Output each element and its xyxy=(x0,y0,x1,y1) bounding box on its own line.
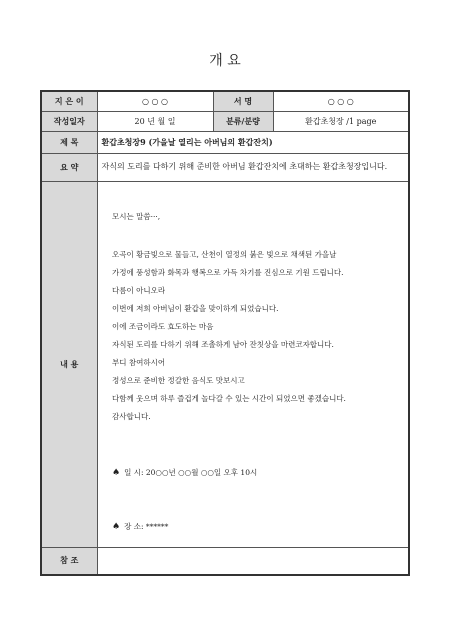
place-text: 장 소: ****** xyxy=(124,522,169,531)
content-line-8: 정성으로 준비한 정갈한 음식도 맛보시고 xyxy=(112,376,245,385)
content-line-10: 감사합니다. xyxy=(112,412,151,421)
summary-text[interactable]: 자식의 도리를 다하기 위해 준비한 아버님 환갑잔치에 초대하는 환갑초청장입니다. xyxy=(97,153,409,181)
spade-icon: ♠ xyxy=(112,468,121,478)
category-label: 분류/분량 xyxy=(213,111,273,131)
content-line-2: 가정에 풍성함과 화목과 행복으로 가득 차기를 진심으로 기원 드립니다. xyxy=(112,268,344,277)
date-label: 작성일자 xyxy=(41,111,97,131)
signature-label: 서 명 xyxy=(213,91,273,111)
content-line-5: 이에 조금이라도 효도하는 마음 xyxy=(112,322,214,331)
signature-value[interactable]: ○ ○ ○ xyxy=(273,91,409,111)
content-line-7: 부디 참여하시어 xyxy=(112,358,166,367)
reference-label: 참 조 xyxy=(41,547,97,575)
content-label: 내 용 xyxy=(41,181,97,547)
content-line-3: 다름이 아니오라 xyxy=(112,286,166,295)
page-title: 개 요 xyxy=(209,53,241,69)
datetime-text: 일 시: 20○○년 ○○월 ○○일 오후 10시 xyxy=(124,468,258,477)
place-line xyxy=(112,522,168,532)
summary-label: 요 약 xyxy=(41,153,97,181)
document-title[interactable]: 환갑초청장9 (가을날 열리는 아버님의 환갑잔치) xyxy=(97,131,409,153)
content-line-6: 자식된 도리를 다하기 위해 조촐하게 남아 잔칫상을 마련코자합니다. xyxy=(112,340,334,349)
content-line-9: 다함께 웃으며 하루 즐겁게 놀다갈 수 있는 시간이 되었으면 좋겠습니다. xyxy=(112,394,346,403)
greeting-line: 모시는 말씀···, xyxy=(112,212,161,221)
date-value[interactable]: 20 년 월 일 xyxy=(97,111,213,131)
author-value[interactable]: ○ ○ ○ xyxy=(97,91,213,111)
reference-value[interactable] xyxy=(97,547,409,575)
content-line-1: 오곡이 황금빛으로 물들고, 산천이 열정의 붉은 빛으로 채색된 가을날 xyxy=(112,250,337,259)
spade-icon: ♠ xyxy=(112,522,121,532)
datetime-line xyxy=(112,468,257,478)
title-label: 제 목 xyxy=(41,131,97,153)
document-form xyxy=(40,90,410,576)
category-value[interactable]: 환갑초청장 /1 page xyxy=(273,111,409,131)
content-line-4: 이번에 저희 아버님이 환갑을 맞이하게 되었습니다. xyxy=(112,304,279,313)
author-label: 지 은 이 xyxy=(41,91,97,111)
